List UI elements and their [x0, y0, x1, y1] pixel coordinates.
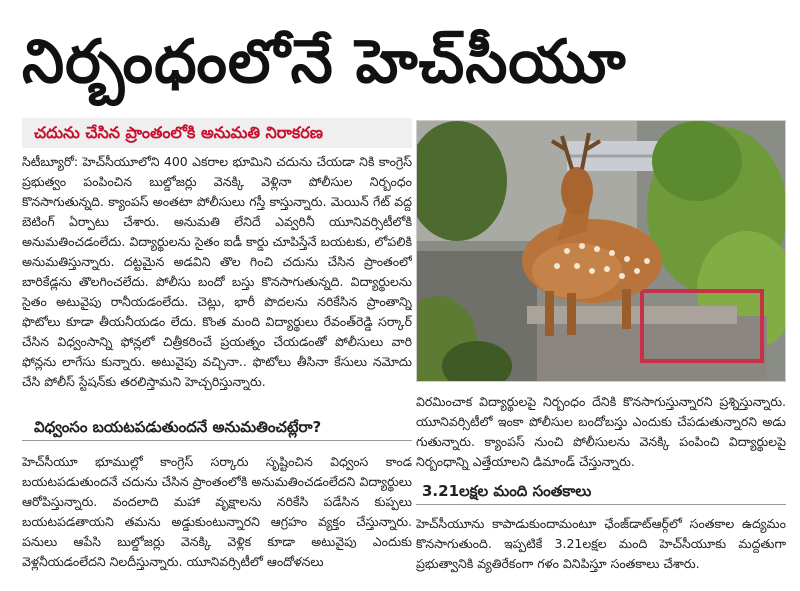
left-paragraph-2: హెచ్‌సీయూ భూముల్లో కాంగ్రెస్ సర్కారు సృష్టించిన విధ్వంస కాండ బయటపడుతుందనే చదును చేసిన ప్రాంతంలోకి అనుమతించడంలేదని విద్యార్థులు ఆరోపిస్తున్నారు. వందలాది మహా వృక్షాలను నరికేసి పడేసిన కుప్పలు బయటపడతాయని తమను అడ్డుకుంటున్నారని ఆగ్రహం వ్యక్తం చేస్తున్నారు. పనులు ఆపేసి బుల్డోజర్లు వెనక్కి వెళ్లిక కూడా అటువైపు ఎందుకు వెళ్లనీయడంలేదని నిలదీస్తున్నారు. యూనివర్సిటీలో ఆందోళనలు [22, 454, 412, 569]
deer-photo [416, 120, 786, 382]
right-paragraph-2: హెచ్‌సీయూను కాపాడుకుందామంటూ ఛేంజ్‌డాట్‌ఆర్గ్‌లో సంతకాల ఉద్యమం కొనసాగుతుంది. ఇప్పటికే 3.21లక్షల మంది హెచ్‌సీయూకు మద్దతుగా ప్రభుత్వానికి వ్యతిరేకంగా గళం వినిపిస్తూ సంతకాలు చేశారు. [416, 516, 786, 571]
left-section-heading: విధ్వంసం బయటపడుతుందనే అనుమతించట్లేరా? [34, 418, 322, 436]
headline: నిర్బంధంలోనే హెచ్‌సీయూ [22, 27, 627, 97]
right-paragraph-1: విరమించాక విద్యార్థులపై నిర్బంధం దేనికి కొనసాగుస్తున్నారని ప్రశ్నిస్తున్నారు. యూనివర్సిటీలో ఇంకా పోలీసుల బందోబస్తు ఎందుకు చేపడుతున్నారని అడు గుతున్నారు. క్యాంపస్ నుంచి పోలీసులను వెనక్కి పంపించి విద్యార్థులపై నిర్బంధాన్ని ఎత్తేయాలని డిమాండ్ చేస్తున్నారు. [416, 394, 786, 469]
deer-photo-illustration [417, 121, 786, 382]
right-section-heading: 3.21లక్షల మంది సంతకాలు [422, 482, 592, 500]
left-paragraph-1: సిటీబ్యూరో: హెచ్‌సీయూలోని 400 ఎకరాల భూమిని చదును చేయడా నికి కాంగ్రెస్ ప్రభుత్వం పంపించిన బుల్డోజర్లు వెనక్కి వెళ్లినా పోలీసుల నిర్బంధం కొనసాగుతున్నది. క్యాంపస్ అంతటా పోలీసులు గస్తీ కాస్తున్నారు. మెయిన్ గేట్ వద్ద బెటింగ్ ఏర్పాటు చేశారు. అనుమతి లేనిదే ఎవ్వరినీ యూనివర్సిటీలోకి అనుమతించడంలేదు. విద్యార్థులను సైతం ఐడీ కార్డు చూపిస్తేనే బయటకు, లోపలికి అనుమతిస్తున్నారు. దట్టమైన అడవిని తొల గించి చదును చేసిన ప్రాంతంలో బారికేడ్లను తొలగించలేదు. పోలీసు బందో బస్తు కొనసాగుతున్నది. విద్యార్థులను సైతం అటువైపు రానీయడంలేదు. చెట్లు, భారీ పొదలను నరికేసిన ప్రాంతాన్ని ఫొటోలు కూడా తీయనీయడం లేదు. కొంత మంది విద్యార్థులు రేవంత్‌రెడ్డి సర్కార్ చేసిన విధ్వంసాన్ని ఫోన్లలో చిత్రీకరించే ప్రయత్నం చేయడంతో పోలీసులు వారి ఫోన్లను లాగేసు కున్నారు. అటువైపు వచ్చినా.. ఫొటోలు తీసినా కేసులు నమోదు చేసి పోలీస్ స్టేషన్‌కు తరలిస్తామని హెచ్చరిస్తున్నారు. [22, 154, 412, 389]
right-section-divider [416, 504, 786, 505]
left-section-divider [22, 440, 412, 441]
subheadline: చదును చేసిన ప్రాంతంలోకి అనుమతి నిరాకరణ [22, 118, 412, 148]
